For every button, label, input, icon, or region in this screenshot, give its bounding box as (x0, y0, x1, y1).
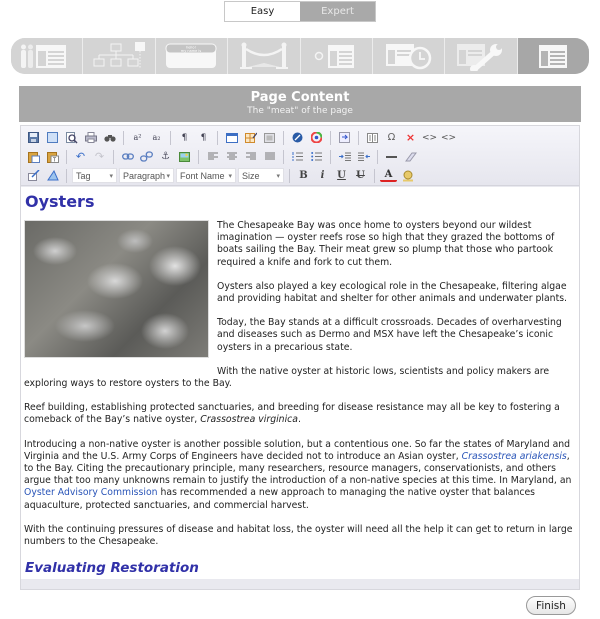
paragraph-1: The Chesapeake Bay was once home to oysters beyond our wildest imagination — oyster reefs rose so high that they grazed the bottoms of boats sailing the Bay. Their meat grew so plump that those who partook required a knife and fork to cut them. (217, 220, 555, 268)
size-select-value: Size (242, 170, 260, 181)
rope-barrier-icon (236, 41, 292, 71)
outdent-icon[interactable] (355, 149, 372, 165)
radio-page-icon (311, 42, 361, 70)
step-name-tag[interactable] (156, 38, 228, 74)
size-select[interactable] (238, 168, 284, 183)
step-people-page[interactable] (11, 38, 83, 74)
step-page-schedule[interactable] (373, 38, 445, 74)
paragraph-6 (24, 439, 576, 512)
text-direction-rtl-icon[interactable]: ¶ (200, 132, 207, 143)
special-character-icon[interactable]: Ω (387, 132, 396, 143)
editor-toolbar (21, 126, 579, 186)
rich-text-editor (20, 125, 580, 590)
name-tag-line1: hello! (186, 45, 197, 50)
toolbar-separator (123, 131, 124, 145)
paragraph-2: Oysters also played a key ecological role in the Chesapeake, filtering algae and providing habitat and shelter for other animals and underwater plants. (217, 280, 568, 305)
toolbar-row-1 (25, 128, 575, 147)
step-page-tools[interactable] (445, 38, 517, 74)
paragraph-select[interactable] (119, 168, 174, 183)
subscript-icon[interactable]: a₂ (152, 133, 161, 142)
paragraph-7: With the continuing pressures of disease and habitat loss, the oyster will need all the help it can get to return in large numbers to the Chesapeake. (24, 523, 573, 548)
flash-icon[interactable] (289, 130, 306, 146)
insert-table-icon[interactable] (242, 130, 259, 146)
tag-select-value: Tag (76, 170, 91, 181)
toolbar-separator (283, 150, 284, 164)
step-navigation (11, 38, 589, 74)
unordered-list-icon[interactable] (308, 149, 325, 165)
color-wheel-icon[interactable] (308, 130, 325, 146)
page-content-icon (533, 42, 573, 70)
toolbar-separator (377, 150, 378, 164)
strikethrough-button[interactable]: U (356, 170, 365, 181)
toolbar-separator (283, 131, 284, 145)
paragraph-5 (24, 402, 576, 426)
unlink-icon[interactable] (138, 149, 155, 165)
paragraph-6-text: Introducing a non-native oyster is another possible solution, but a contentious one. So far the states of Maryland and Virginia and the U.S. Army Corps of Engineers have decided not to introduce an Asian oyster, (24, 438, 571, 462)
ariakensis-link[interactable]: Crassostrea ariakensis (461, 450, 567, 462)
toolbar-separator (170, 131, 171, 145)
mode-toggle (224, 1, 376, 22)
toolbar-separator (66, 150, 67, 164)
toolbar-separator (217, 131, 218, 145)
svg-text:T: T (52, 157, 56, 163)
paragraph-5-end: . (297, 414, 301, 426)
page-wrench-icon (453, 41, 509, 71)
dropdown-arrow-icon: ▾ (166, 172, 170, 180)
step-page-content[interactable] (518, 38, 589, 74)
toolbar-separator (374, 169, 375, 183)
horizontal-rule-icon[interactable] (383, 149, 400, 165)
paragraph-6-text-2: , to the Bay. Citing the precautionary principle, many researchers, resource managers, conservationists, and others argue that too many unknowns remain to justify the introduction of a non-native species at this time. In Maryland, an (24, 450, 572, 487)
section-subtitle: The "meat" of the page (247, 106, 353, 116)
tag-select[interactable] (72, 168, 117, 183)
align-center-icon[interactable] (223, 149, 240, 165)
toolbar-separator (330, 150, 331, 164)
save-icon[interactable] (25, 130, 42, 146)
dropdown-arrow-icon: ▾ (228, 172, 232, 180)
dropdown-arrow-icon: ▾ (109, 172, 113, 180)
align-right-icon[interactable] (242, 149, 259, 165)
editor-content-area[interactable] (21, 187, 579, 579)
font-name-select[interactable] (176, 168, 236, 183)
finish-button[interactable]: Finish (526, 596, 576, 615)
paragraph-6-text-3: has recommended a new approach to managing the native oyster that balances aquaculture, protected sanctuaries, and commercial harvest. (24, 487, 536, 511)
anchor-icon[interactable]: ⚓ (161, 151, 170, 162)
code-icon[interactable]: <> (440, 132, 457, 143)
text-direction-ltr-icon[interactable]: ¶ (181, 132, 188, 143)
font-name-select-value: Font Name (180, 170, 225, 181)
indent-icon[interactable] (336, 149, 353, 165)
table-icon[interactable] (223, 130, 240, 146)
css-class-icon[interactable] (44, 168, 61, 184)
toolbar-separator (66, 169, 67, 183)
bold-button[interactable]: B (299, 170, 308, 181)
paste-icon[interactable] (25, 149, 42, 165)
underline-button[interactable]: U (337, 170, 346, 181)
font-color-button[interactable]: A (380, 169, 397, 182)
section-title: Page Content (250, 90, 350, 105)
link-icon[interactable] (119, 149, 136, 165)
clear-formatting-icon[interactable] (402, 149, 419, 165)
people-page-icon (19, 42, 75, 70)
paste-text-icon[interactable] (44, 149, 61, 165)
name-tag-icon (163, 42, 219, 70)
paragraph-5-text: Reef building, establishing protected sanctuaries, and breeding for disease resistance may all be key to fostering a comeback of the Bay’s native oyster, (24, 402, 560, 426)
new-page-icon[interactable] (44, 130, 61, 146)
toolbar-separator (330, 131, 331, 145)
section-header (19, 86, 581, 122)
step-page-option[interactable] (301, 38, 373, 74)
toolbar-separator (113, 150, 114, 164)
oyster-advisory-commission-link[interactable]: Oyster Advisory Commission (24, 487, 158, 499)
heading-oysters: Oysters (25, 192, 95, 211)
step-site-map[interactable] (83, 38, 155, 74)
italic-button[interactable]: i (320, 170, 325, 181)
image-icon[interactable] (176, 149, 193, 165)
dropdown-arrow-icon: ▾ (276, 172, 280, 180)
paragraph-4: With the native oyster at historic lows, scientists and policy makers are exploring ways to restore oysters to the Bay. (24, 365, 550, 390)
sitemap-icon (89, 41, 149, 71)
find-icon[interactable] (101, 130, 118, 146)
form-icon[interactable] (261, 130, 278, 146)
toolbar-separator (198, 150, 199, 164)
step-rope-barrier[interactable] (228, 38, 300, 74)
html-source-icon[interactable]: <> (421, 132, 438, 143)
insert-template-icon[interactable] (336, 130, 353, 146)
columns-icon[interactable] (364, 130, 381, 146)
page-clock-icon (382, 41, 436, 71)
paragraph-3: Today, the Bay stands at a difficult crossroads. Decades of overharvesting and diseases such as Dermo and MSX have left the Chesapeake’s iconic oysters in a precarious state. (217, 317, 562, 353)
heading-evaluating-restoration: Evaluating Restoration (25, 560, 199, 577)
delete-icon[interactable]: × (405, 131, 416, 144)
print-icon[interactable] (82, 130, 99, 146)
toolbar-separator (289, 169, 290, 183)
superscript-icon[interactable]: a² (133, 133, 142, 142)
expert-mode-button[interactable]: Expert (300, 2, 375, 21)
preview-icon[interactable] (63, 130, 80, 146)
species-name-virginica: Crassostrea virginica (200, 414, 298, 426)
edit-style-icon[interactable] (25, 168, 42, 184)
ordered-list-icon[interactable] (289, 149, 306, 165)
oyster-shells-image (24, 220, 209, 358)
easy-mode-button[interactable]: Easy (225, 2, 300, 21)
toolbar-separator (358, 131, 359, 145)
redo-icon[interactable]: ↷ (94, 150, 105, 163)
name-tag-line2: my name is (181, 49, 202, 53)
paragraph-select-value: Paragraph (123, 170, 166, 181)
toolbar-row-3 (25, 166, 575, 185)
align-left-icon[interactable] (204, 149, 221, 165)
justify-icon[interactable] (261, 149, 278, 165)
undo-icon[interactable]: ↶ (75, 150, 86, 163)
highlight-color-icon[interactable] (399, 168, 416, 184)
toolbar-row-2 (25, 147, 575, 166)
